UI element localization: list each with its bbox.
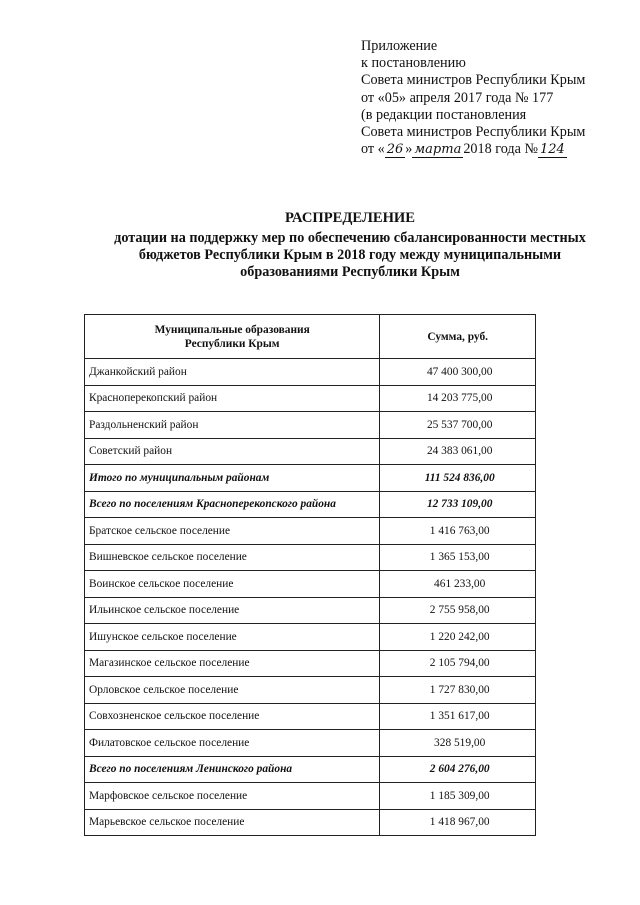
appendix-line: Приложение [361,38,438,54]
header-municipality-line1: Муниципальные образования [154,323,310,336]
total-label: Всего по поселениям Красноперекопского района [85,491,380,518]
municipality-name: Марьевское сельское поселение [85,809,380,836]
municipality-name: Магазинское сельское поселение [85,650,380,677]
amount-value: 2 105 794,00 [380,650,536,677]
table-row [85,677,536,704]
municipality-name: Джанкойский район [85,359,380,386]
amount-value: 1 727 830,00 [380,677,536,704]
appendix-line: Совета министров Республики Крым [361,72,586,89]
table-header-row [85,315,536,359]
appendix-line: Совета министров Республики Крым [361,124,586,141]
amount-value: 1 220 242,00 [380,624,536,651]
handwritten-month: марта [414,142,462,158]
amount-value: 14 203 775,00 [380,385,536,412]
appendix-block [361,38,585,158]
amount-value: 1 351 617,00 [380,703,536,730]
municipality-name: Марфовское сельское поселение [85,783,380,810]
municipality-name: Ильинское сельское поселение [85,597,380,624]
municipality-name: Вишневское сельское поселение [85,544,380,571]
total-amount: 12 733 109,00 [380,491,536,518]
table-row [85,783,536,810]
amount-value: 24 383 061,00 [380,438,536,465]
amount-value: 1 416 763,00 [380,518,536,545]
title-line: образованиями Республики Крым [240,264,460,280]
total-amount: 111 524 836,00 [380,465,536,492]
total-label: Всего по поселениям Ленинского района [85,756,380,783]
table-row [85,518,536,545]
municipality-name: Филатовское сельское поселение [85,730,380,757]
table-row [85,412,536,439]
handwritten-number: 124 [540,142,565,158]
appendix-quote: » [405,141,413,158]
distribution-table [84,314,536,836]
amount-value: 47 400 300,00 [380,359,536,386]
amount-value: 461 233,00 [380,571,536,598]
municipality-name: Воинское сельское поселение [85,571,380,598]
municipality-name: Ишунское сельское поселение [85,624,380,651]
amount-value: 2 755 958,00 [380,597,536,624]
table-row [85,809,536,836]
appendix-line: от «05» апреля 2017 года № 177 [361,89,554,106]
appendix-year: 2018 года № [463,141,538,158]
amount-value: 1 365 153,00 [380,544,536,571]
title-line: дотации на поддержку мер по обеспечению сбалансированности местных [114,230,586,246]
table-row [85,438,536,465]
amount-value: 328 519,00 [380,730,536,757]
municipality-name: Красноперекопский район [85,385,380,412]
appendix-line-handwritten [361,141,585,158]
table-row [85,730,536,757]
table-row-total [85,756,536,783]
appendix-line: (в редакции постановления [361,106,527,123]
appendix-prefix: от « [361,141,385,158]
table-row [85,624,536,651]
amount-value: 25 537 700,00 [380,412,536,439]
table-row [85,650,536,677]
header-municipality-line2: Республики Крым [184,337,280,350]
total-label: Итого по муниципальным районам [85,465,380,492]
document-title [80,210,620,281]
handwritten-day: 26 [386,142,404,158]
municipality-name: Братское сельское поселение [85,518,380,545]
amount-value: 1 418 967,00 [380,809,536,836]
table-row-total [85,465,536,492]
table-row [85,571,536,598]
municipality-name: Советский район [85,438,380,465]
amount-value: 1 185 309,00 [380,783,536,810]
table-row [85,544,536,571]
appendix-line: к постановлению [361,55,466,72]
title-line: бюджетов Республики Крым в 2018 году между муниципальными [138,247,562,263]
municipality-name: Орловское сельское поселение [85,677,380,704]
table-row [85,703,536,730]
header-municipality [85,315,380,359]
table-row-total [85,491,536,518]
municipality-name: Раздольненский район [85,412,380,439]
municipality-name: Совхозненское сельское поселение [85,703,380,730]
title-heading: РАСПРЕДЕЛЕНИЕ [284,210,416,226]
table-row [85,359,536,386]
table-row [85,385,536,412]
total-amount: 2 604 276,00 [380,756,536,783]
header-amount: Сумма, руб. [380,315,536,359]
table-row [85,597,536,624]
